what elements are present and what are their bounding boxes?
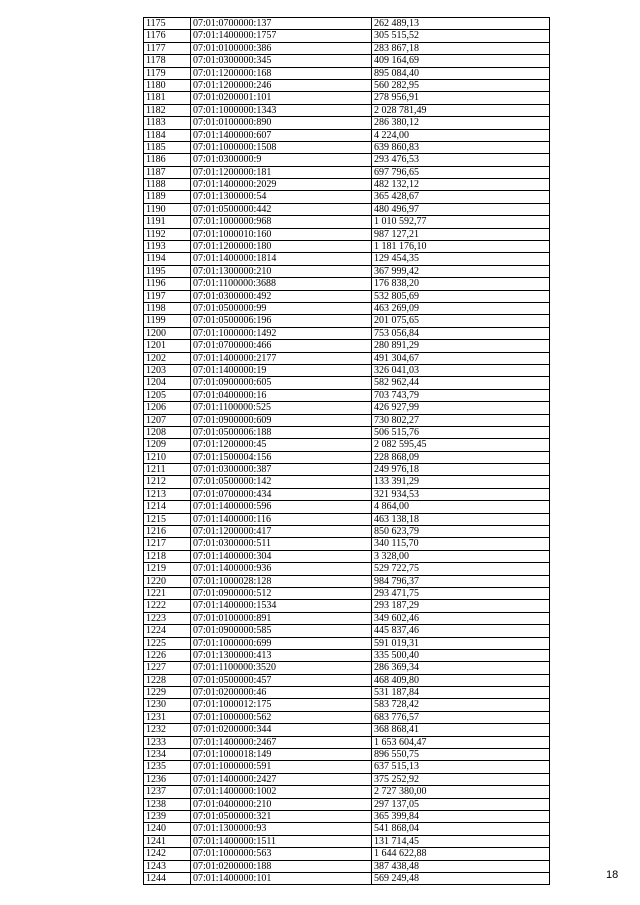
table-row: [144, 191, 550, 203]
cadastral-number-cell: 07:01:1100000:3520: [191, 662, 372, 674]
row-number-cell: 1203: [144, 364, 191, 376]
table-row: [144, 451, 550, 463]
table-row: [144, 736, 550, 748]
value-cell: 480 496,97: [372, 203, 550, 215]
row-number-cell: 1207: [144, 414, 191, 426]
value-cell: 201 075,65: [372, 315, 550, 327]
cadastral-number-cell: 07:01:0900000:605: [191, 377, 372, 389]
table-row: [144, 402, 550, 414]
cadastral-number-cell: 07:01:0700000:137: [191, 18, 372, 30]
cadastral-number-cell: 07:01:0300000:492: [191, 290, 372, 302]
value-cell: 305 515,52: [372, 30, 550, 42]
table-row: [144, 315, 550, 327]
row-number-cell: 1190: [144, 203, 191, 215]
table-row: [144, 612, 550, 624]
row-number-cell: 1175: [144, 18, 191, 30]
cadastral-number-cell: 07:01:0200000:188: [191, 860, 372, 872]
value-cell: 753 056,84: [372, 327, 550, 339]
row-number-cell: 1188: [144, 179, 191, 191]
table-row: [144, 587, 550, 599]
table-row: [144, 203, 550, 215]
cadastral-number-cell: 07:01:0300000:9: [191, 154, 372, 166]
table-row: [144, 823, 550, 835]
table-row: [144, 649, 550, 661]
table-row: [144, 377, 550, 389]
row-number-cell: 1236: [144, 773, 191, 785]
table-row: [144, 550, 550, 562]
value-cell: 445 837,46: [372, 625, 550, 637]
row-number-cell: 1214: [144, 501, 191, 513]
cadastral-number-cell: 07:01:0100000:890: [191, 117, 372, 129]
row-number-cell: 1210: [144, 451, 191, 463]
table-row: [144, 141, 550, 153]
cadastral-number-cell: 07:01:0400000:16: [191, 389, 372, 401]
row-number-cell: 1227: [144, 662, 191, 674]
cadastral-number-cell: 07:01:1000000:968: [191, 216, 372, 228]
table-row: [144, 42, 550, 54]
cadastral-number-cell: 07:01:1400000:607: [191, 129, 372, 141]
table-row: [144, 327, 550, 339]
table-row: [144, 749, 550, 761]
cadastral-number-cell: 07:01:0300000:387: [191, 464, 372, 476]
cadastral-number-cell: 07:01:1400000:116: [191, 513, 372, 525]
table-row: [144, 389, 550, 401]
table-row: [144, 30, 550, 42]
value-cell: 697 796,65: [372, 166, 550, 178]
table-row: [144, 860, 550, 872]
row-number-cell: 1204: [144, 377, 191, 389]
cadastral-number-cell: 07:01:1000000:699: [191, 637, 372, 649]
row-number-cell: 1221: [144, 587, 191, 599]
row-number-cell: 1182: [144, 104, 191, 116]
row-number-cell: 1219: [144, 563, 191, 575]
cadastral-number-cell: 07:01:0200000:46: [191, 687, 372, 699]
cadastral-number-cell: 07:01:1400000:2177: [191, 352, 372, 364]
value-cell: 506 515,76: [372, 426, 550, 438]
value-cell: 368 868,41: [372, 724, 550, 736]
cadastral-number-cell: 07:01:1200000:417: [191, 526, 372, 538]
row-number-cell: 1195: [144, 265, 191, 277]
row-number-cell: 1189: [144, 191, 191, 203]
cadastral-number-cell: 07:01:1000000:1508: [191, 141, 372, 153]
value-cell: 262 489,13: [372, 18, 550, 30]
cadastral-number-cell: 07:01:1000028:128: [191, 575, 372, 587]
cadastral-number-cell: 07:01:0100000:386: [191, 42, 372, 54]
cadastral-number-cell: 07:01:1400000:2427: [191, 773, 372, 785]
cadastral-number-cell: 07:01:1500004:156: [191, 451, 372, 463]
table-row: [144, 488, 550, 500]
cadastral-number-cell: 07:01:0300000:511: [191, 538, 372, 550]
table-row: [144, 352, 550, 364]
row-number-cell: 1183: [144, 117, 191, 129]
value-cell: 349 602,46: [372, 612, 550, 624]
table-row: [144, 600, 550, 612]
value-cell: 335 500,40: [372, 649, 550, 661]
value-cell: 1 181 176,10: [372, 241, 550, 253]
value-cell: 4 864,00: [372, 501, 550, 513]
value-cell: 639 860,83: [372, 141, 550, 153]
table-row: [144, 625, 550, 637]
value-cell: 293 187,29: [372, 600, 550, 612]
cadastral-number-cell: 07:01:1400000:1534: [191, 600, 372, 612]
row-number-cell: 1184: [144, 129, 191, 141]
row-number-cell: 1197: [144, 290, 191, 302]
value-cell: 340 115,70: [372, 538, 550, 550]
value-cell: 703 743,79: [372, 389, 550, 401]
row-number-cell: 1215: [144, 513, 191, 525]
row-number-cell: 1238: [144, 798, 191, 810]
value-cell: 463 269,09: [372, 302, 550, 314]
cadastral-number-cell: 07:01:1000000:1492: [191, 327, 372, 339]
value-cell: 293 476,53: [372, 154, 550, 166]
row-number-cell: 1211: [144, 464, 191, 476]
row-number-cell: 1235: [144, 761, 191, 773]
table-row: [144, 216, 550, 228]
value-cell: 468 409,80: [372, 674, 550, 686]
cadastral-number-cell: 07:01:0500000:99: [191, 302, 372, 314]
table-row: [144, 129, 550, 141]
row-number-cell: 1230: [144, 699, 191, 711]
cadastral-number-cell: 07:01:1200000:246: [191, 79, 372, 91]
value-cell: 582 962,44: [372, 377, 550, 389]
cadastral-number-cell: 07:01:1400000:2467: [191, 736, 372, 748]
row-number-cell: 1228: [144, 674, 191, 686]
table-row: [144, 92, 550, 104]
row-number-cell: 1176: [144, 30, 191, 42]
table-row: [144, 104, 550, 116]
cadastral-number-cell: 07:01:0500000:457: [191, 674, 372, 686]
value-cell: 387 438,48: [372, 860, 550, 872]
cadastral-number-cell: 07:01:1400000:101: [191, 872, 372, 884]
cadastral-number-cell: 07:01:1000000:1343: [191, 104, 372, 116]
table-row: [144, 364, 550, 376]
table-row: [144, 786, 550, 798]
table-row: [144, 662, 550, 674]
table-row: [144, 179, 550, 191]
row-number-cell: 1212: [144, 476, 191, 488]
value-cell: 683 776,57: [372, 711, 550, 723]
table-row: [144, 290, 550, 302]
table-row: [144, 637, 550, 649]
row-number-cell: 1180: [144, 79, 191, 91]
value-cell: 529 722,75: [372, 563, 550, 575]
row-number-cell: 1179: [144, 67, 191, 79]
cadastral-number-cell: 07:01:1200000:181: [191, 166, 372, 178]
table-row: [144, 773, 550, 785]
cadastral-number-cell: 07:01:0900000:585: [191, 625, 372, 637]
row-number-cell: 1194: [144, 253, 191, 265]
table-row: [144, 340, 550, 352]
value-cell: 987 127,21: [372, 228, 550, 240]
row-number-cell: 1192: [144, 228, 191, 240]
cadastral-number-cell: 07:01:0900000:609: [191, 414, 372, 426]
table-row: [144, 724, 550, 736]
table-row: [144, 302, 550, 314]
value-cell: 3 328,00: [372, 550, 550, 562]
row-number-cell: 1202: [144, 352, 191, 364]
table-row: [144, 166, 550, 178]
value-cell: 2 028 781,49: [372, 104, 550, 116]
value-cell: 560 282,95: [372, 79, 550, 91]
table-row: [144, 761, 550, 773]
table-row: [144, 241, 550, 253]
row-number-cell: 1224: [144, 625, 191, 637]
value-cell: 375 252,92: [372, 773, 550, 785]
cadastral-number-cell: 07:01:0400000:210: [191, 798, 372, 810]
cadastral-number-cell: 07:01:1400000:19: [191, 364, 372, 376]
cadastral-number-cell: 07:01:1100000:3688: [191, 278, 372, 290]
cadastral-number-cell: 07:01:0500000:321: [191, 811, 372, 823]
value-cell: 286 369,34: [372, 662, 550, 674]
value-cell: 637 515,13: [372, 761, 550, 773]
cadastral-number-cell: 07:01:0900000:512: [191, 587, 372, 599]
row-number-cell: 1244: [144, 872, 191, 884]
cadastral-number-cell: 07:01:0200000:344: [191, 724, 372, 736]
value-cell: 293 471,75: [372, 587, 550, 599]
value-cell: 133 391,29: [372, 476, 550, 488]
table-row: [144, 117, 550, 129]
cadastral-number-cell: 07:01:1000000:562: [191, 711, 372, 723]
value-cell: 1 653 604,47: [372, 736, 550, 748]
value-cell: 131 714,45: [372, 835, 550, 847]
row-number-cell: 1206: [144, 402, 191, 414]
row-number-cell: 1213: [144, 488, 191, 500]
cadastral-number-cell: 07:01:0500000:142: [191, 476, 372, 488]
value-cell: 591 019,31: [372, 637, 550, 649]
value-cell: 482 132,12: [372, 179, 550, 191]
value-cell: 326 041,03: [372, 364, 550, 376]
cadastral-number-cell: 07:01:1100000:525: [191, 402, 372, 414]
row-number-cell: 1232: [144, 724, 191, 736]
value-cell: 409 164,69: [372, 55, 550, 67]
value-cell: 2 727 380,00: [372, 786, 550, 798]
value-cell: 286 380,12: [372, 117, 550, 129]
value-cell: 4 224,00: [372, 129, 550, 141]
table-body: [144, 18, 550, 885]
table-row: [144, 563, 550, 575]
cadastral-number-cell: 07:01:0100000:891: [191, 612, 372, 624]
value-cell: 367 999,42: [372, 265, 550, 277]
cadastral-number-cell: 07:01:1400000:1757: [191, 30, 372, 42]
cadastral-number-cell: 07:01:1200000:45: [191, 439, 372, 451]
table-row: [144, 848, 550, 860]
value-cell: 249 976,18: [372, 464, 550, 476]
value-cell: 730 802,27: [372, 414, 550, 426]
row-number-cell: 1229: [144, 687, 191, 699]
cadastral-number-cell: 07:01:1300000:413: [191, 649, 372, 661]
row-number-cell: 1178: [144, 55, 191, 67]
row-number-cell: 1200: [144, 327, 191, 339]
table-row: [144, 426, 550, 438]
cadastral-number-cell: 07:01:1400000:1002: [191, 786, 372, 798]
table-row: [144, 798, 550, 810]
table-row: [144, 513, 550, 525]
value-cell: 426 927,99: [372, 402, 550, 414]
value-cell: 321 934,53: [372, 488, 550, 500]
cadastral-number-cell: 07:01:1000000:591: [191, 761, 372, 773]
cadastral-number-cell: 07:01:1000012:175: [191, 699, 372, 711]
row-number-cell: 1240: [144, 823, 191, 835]
table-row: [144, 265, 550, 277]
row-number-cell: 1239: [144, 811, 191, 823]
table-row: [144, 575, 550, 587]
cadastral-number-cell: 07:01:0200001:101: [191, 92, 372, 104]
table-row: [144, 711, 550, 723]
table-row: [144, 687, 550, 699]
cadastral-number-cell: 07:01:1400000:1511: [191, 835, 372, 847]
value-cell: 569 249,48: [372, 872, 550, 884]
value-cell: 278 956,91: [372, 92, 550, 104]
row-number-cell: 1241: [144, 835, 191, 847]
row-number-cell: 1198: [144, 302, 191, 314]
row-number-cell: 1220: [144, 575, 191, 587]
value-cell: 365 399,84: [372, 811, 550, 823]
row-number-cell: 1217: [144, 538, 191, 550]
cadastral-number-cell: 07:01:0500006:196: [191, 315, 372, 327]
table-row: [144, 55, 550, 67]
cadastral-number-cell: 07:01:0500006:188: [191, 426, 372, 438]
table-row: [144, 835, 550, 847]
table-row: [144, 154, 550, 166]
row-number-cell: 1237: [144, 786, 191, 798]
cadastral-number-cell: 07:01:0700000:466: [191, 340, 372, 352]
row-number-cell: 1222: [144, 600, 191, 612]
row-number-cell: 1205: [144, 389, 191, 401]
row-number-cell: 1201: [144, 340, 191, 352]
table-row: [144, 501, 550, 513]
row-number-cell: 1186: [144, 154, 191, 166]
table-row: [144, 278, 550, 290]
cadastral-number-cell: 07:01:1300000:210: [191, 265, 372, 277]
value-cell: 365 428,67: [372, 191, 550, 203]
row-number-cell: 1242: [144, 848, 191, 860]
row-number-cell: 1208: [144, 426, 191, 438]
value-cell: 850 623,79: [372, 526, 550, 538]
table-row: [144, 464, 550, 476]
value-cell: 491 304,67: [372, 352, 550, 364]
cadastral-number-cell: 07:01:1400000:304: [191, 550, 372, 562]
value-cell: 2 082 595,45: [372, 439, 550, 451]
page-number: 18: [606, 869, 619, 881]
value-cell: 463 138,18: [372, 513, 550, 525]
cadastral-number-cell: 07:01:0300000:345: [191, 55, 372, 67]
cadastral-number-cell: 07:01:1000000:563: [191, 848, 372, 860]
value-cell: 984 796,37: [372, 575, 550, 587]
cadastral-number-cell: 07:01:1200000:168: [191, 67, 372, 79]
value-cell: 531 187,84: [372, 687, 550, 699]
value-cell: 1 010 592,77: [372, 216, 550, 228]
row-number-cell: 1243: [144, 860, 191, 872]
table-row: [144, 439, 550, 451]
row-number-cell: 1191: [144, 216, 191, 228]
row-number-cell: 1209: [144, 439, 191, 451]
cadastral-number-cell: 07:01:1000018:149: [191, 749, 372, 761]
row-number-cell: 1223: [144, 612, 191, 624]
row-number-cell: 1231: [144, 711, 191, 723]
table-row: [144, 476, 550, 488]
value-cell: 541 868,04: [372, 823, 550, 835]
table-row: [144, 79, 550, 91]
cadastral-number-cell: 07:01:1300000:54: [191, 191, 372, 203]
cadastral-value-table: [143, 17, 550, 885]
table-row: [144, 811, 550, 823]
row-number-cell: 1226: [144, 649, 191, 661]
table-row: [144, 674, 550, 686]
cadastral-number-cell: 07:01:1000010:160: [191, 228, 372, 240]
table-row: [144, 228, 550, 240]
value-cell: 176 838,20: [372, 278, 550, 290]
value-cell: 283 867,18: [372, 42, 550, 54]
table-row: [144, 538, 550, 550]
cadastral-number-cell: 07:01:1400000:2029: [191, 179, 372, 191]
table-row: [144, 67, 550, 79]
value-cell: 583 728,42: [372, 699, 550, 711]
cadastral-number-cell: 07:01:1200000:180: [191, 241, 372, 253]
table-row: [144, 872, 550, 884]
table-row: [144, 18, 550, 30]
value-cell: 1 644 622,88: [372, 848, 550, 860]
row-number-cell: 1193: [144, 241, 191, 253]
cadastral-number-cell: 07:01:1400000:596: [191, 501, 372, 513]
value-cell: 532 805,69: [372, 290, 550, 302]
value-cell: 228 868,09: [372, 451, 550, 463]
row-number-cell: 1177: [144, 42, 191, 54]
table-row: [144, 253, 550, 265]
row-number-cell: 1216: [144, 526, 191, 538]
row-number-cell: 1181: [144, 92, 191, 104]
cadastral-number-cell: 07:01:1300000:93: [191, 823, 372, 835]
cadastral-number-cell: 07:01:1400000:1814: [191, 253, 372, 265]
value-cell: 297 137,05: [372, 798, 550, 810]
cadastral-number-cell: 07:01:0700000:434: [191, 488, 372, 500]
value-cell: 895 084,40: [372, 67, 550, 79]
row-number-cell: 1196: [144, 278, 191, 290]
row-number-cell: 1185: [144, 141, 191, 153]
cadastral-number-cell: 07:01:0500000:442: [191, 203, 372, 215]
value-cell: 129 454,35: [372, 253, 550, 265]
table-row: [144, 414, 550, 426]
value-cell: 280 891,29: [372, 340, 550, 352]
row-number-cell: 1225: [144, 637, 191, 649]
value-cell: 896 550,75: [372, 749, 550, 761]
row-number-cell: 1233: [144, 736, 191, 748]
table-row: [144, 699, 550, 711]
row-number-cell: 1218: [144, 550, 191, 562]
row-number-cell: 1187: [144, 166, 191, 178]
row-number-cell: 1234: [144, 749, 191, 761]
cadastral-number-cell: 07:01:1400000:936: [191, 563, 372, 575]
table-row: [144, 526, 550, 538]
row-number-cell: 1199: [144, 315, 191, 327]
